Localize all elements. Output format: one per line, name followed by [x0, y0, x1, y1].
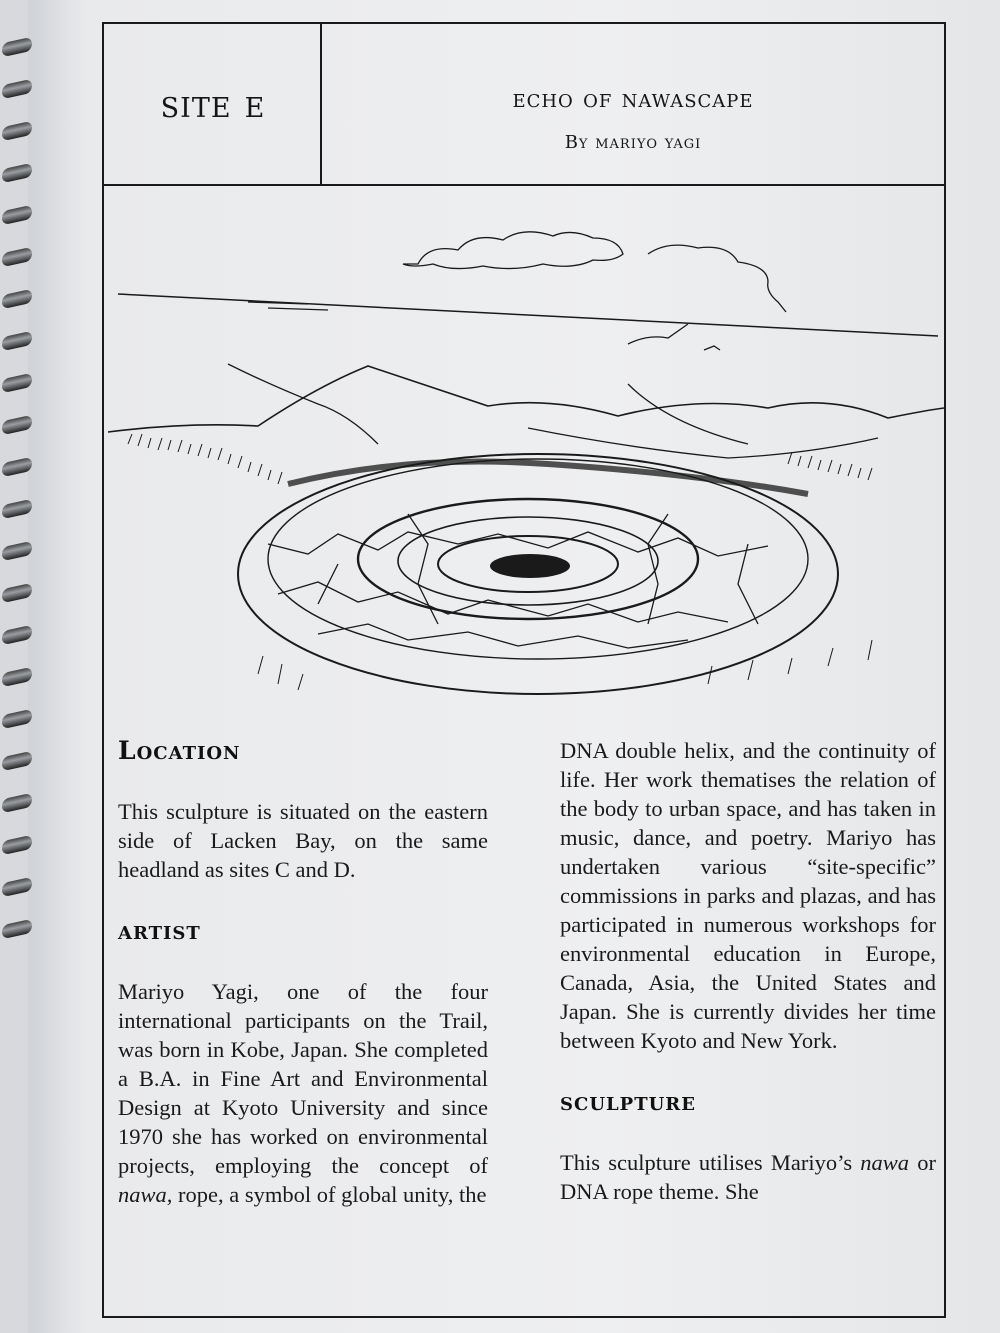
artist-text-part-1: Mariyo Yagi, one of the four international participants on the Trail, was born in Kobe, Japan. She completed a B.A. in Fine Art and Environmental Design at Kyoto University and since 1970 she has worked on environmental projects, employing the concept of — [118, 979, 488, 1178]
location-text: This sculpture is situated on the eastern side of Lacken Bay, on the same headland as sites C and D. — [118, 799, 488, 882]
sculpture-text-italic: nawa — [860, 1150, 910, 1175]
site-label: site e — [160, 82, 266, 126]
location-heading: Location — [118, 736, 241, 765]
site-box — [104, 24, 322, 184]
artist-text-part-2: rope, a symbol of global unity, the — [178, 1182, 487, 1207]
page-frame — [102, 22, 946, 1318]
header — [104, 24, 944, 186]
artist-text-continued: DNA double helix, and the continuity of life. Her work thematises the relation of the body to urban space, and has taken in music, dance, and poetry. Mariyo has undertaken various “site-specific” commissions in parks and plazas, and has participated in numerous workshops for environmental education in Europe, Canada, Asia, the United States and Japan. She is currently divides her time between Kyoto and New York. — [560, 738, 936, 1053]
byline: By mariyo yagi — [564, 132, 702, 153]
sculpture-text — [560, 1148, 936, 1206]
left-column — [118, 736, 488, 1209]
sculpture-illustration — [108, 214, 944, 724]
artist-text-italic: nawa, — [118, 1182, 173, 1207]
sculpture-text-part-1: This sculpture utilises Mariyo’s — [560, 1150, 853, 1175]
artist-heading: artist — [118, 916, 201, 945]
artist-text — [118, 977, 488, 1209]
right-column — [560, 736, 936, 1206]
sculpture-heading: sculpture — [560, 1087, 696, 1116]
spiral-binding — [0, 0, 40, 1333]
sculpture-text-part-2: or DNA rope theme. She — [560, 1150, 936, 1204]
page-title: echo of nawascape — [512, 84, 754, 114]
